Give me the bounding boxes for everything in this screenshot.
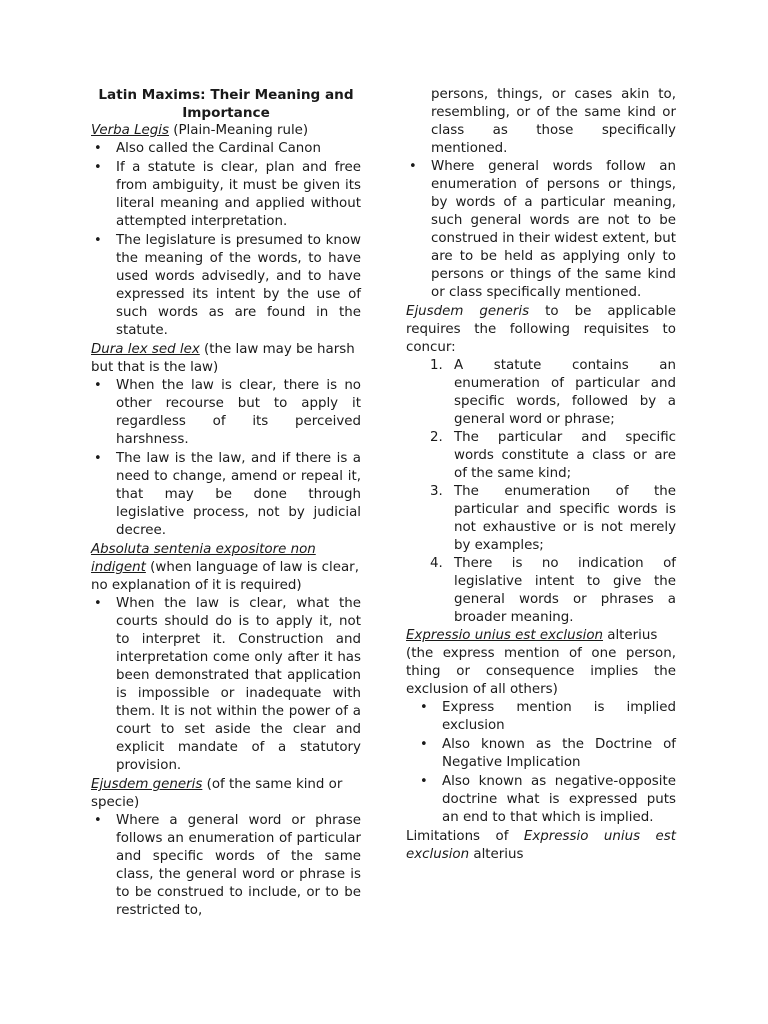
list-item: • Also known as the Doctrine of Negative Implication [406,736,676,772]
limitations-suffix: alterius [469,847,524,862]
list-item: • Also known as negative-opposite doctrine what is expressed puts an end to that which is implied. [406,773,676,827]
limitations-term: Expressio unius est exclusion [406,829,676,862]
list-item: • If a statute is clear, plan and free from ambiguity, it must be given its literal meaning and applied without attempted interpretation. [91,159,361,231]
list-item: • When the law is clear, what the courts should do is to apply it, not to interpret it. Construction and interpretation come only after it has been demonstrated that application is impossible or inadequate with them. It is not within the power of a court to set aside the clear and explicit mandate of a statutory provision. [91,595,361,775]
list-item: • Where a general word or phrase follows an enumeration of particular and specific words of the same class, the general word or phrase is to be construed to include, or to be restricted to, [91,812,361,920]
dura-lex-list [91,377,361,540]
list-item: • When the law is clear, there is no other recourse but to apply it regardless of its perceived harshness. [91,377,361,449]
ejusdem-heading [91,776,361,812]
absoluta-list [91,595,361,775]
absoluta-term: Absoluta sentenia expositore non indigent [91,542,316,575]
list-item [406,429,676,483]
ejusdem-rule-list [406,158,676,302]
item-text: The enumeration of the particular and specific words is not exhaustive or is not merely by examples; [454,484,676,553]
expressio-heading [406,627,676,645]
absoluta-heading [91,541,361,595]
dura-lex-heading [91,341,361,377]
absoluta-gloss: (when language of law is clear, no explanation of it is required) [91,560,359,593]
ejusdem-list [91,812,361,920]
dura-lex-gloss: (the law may be harsh but that is the law) [91,342,355,375]
expressio-gloss: (the express mention of one person, thing or consequence implies the exclusion of all others) [406,646,676,697]
page-title: Latin Maxims: Their Meaning and Importance [98,87,354,121]
verba-legis-heading [91,122,361,140]
requisites-list [406,357,676,627]
item-number: 4. [430,556,443,571]
item-number: 2. [430,430,443,445]
right-column [406,86,676,864]
limitations-prefix: Limitations of [406,829,524,844]
expressio-term-tail: alterius [603,628,658,643]
list-item: • The legislature is presumed to know the meaning of the words, to have used words advisedly, and to have expressed its intent by the use of such words as are found in the statute. [91,232,361,340]
verba-legis-list [91,140,361,340]
limitations-heading [406,828,676,864]
item-text: The particular and specific words constitute a class or are of the same kind; [454,430,676,481]
left-column [91,86,361,921]
dura-lex-term: Dura lex sed lex [91,342,200,357]
item-text: A statute contains an enumeration of particular and specific words, followed by a general word or phrase; [454,358,676,427]
list-item [406,483,676,555]
item-number: 1. [430,358,443,373]
expressio-list [406,699,676,827]
requisites-intro [406,303,676,357]
verba-legis-term: Verba Legis [91,123,169,138]
ejusdem-term: Ejusdem generis [91,777,203,792]
expressio-term: Expressio unius est exclusion [406,628,603,643]
list-item [406,555,676,627]
list-item: • Also called the Cardinal Canon [91,140,361,158]
verba-legis-gloss: (Plain-Meaning rule) [168,123,309,138]
item-number: 3. [430,484,443,499]
requisites-term: Ejusdem generis [406,304,530,319]
list-item: • The law is the law, and if there is a need to change, amend or repeal it, that may be done through legislative process, not by judicial decree. [91,450,361,540]
ejusdem-continuation: persons, things, or cases akin to, resembling, or of the same kind or class as those specifically mentioned. [431,87,676,156]
item-text: There is no indication of legislative intent to give the general words or phrases a broader meaning. [454,556,676,625]
list-item: • Express mention is implied exclusion [406,699,676,735]
list-item [406,357,676,429]
list-item: • Where general words follow an enumeration of persons or things, by words of a particular meaning, such general words are not to be construed in their widest extent, but are to be held as applying only to persons or things of the same kind or class specifically mentioned. [406,158,676,302]
ejusdem-gloss: (of the same kind or specie) [91,777,343,810]
requisites-text: to be applicable requires the following requisites to concur: [406,304,676,355]
